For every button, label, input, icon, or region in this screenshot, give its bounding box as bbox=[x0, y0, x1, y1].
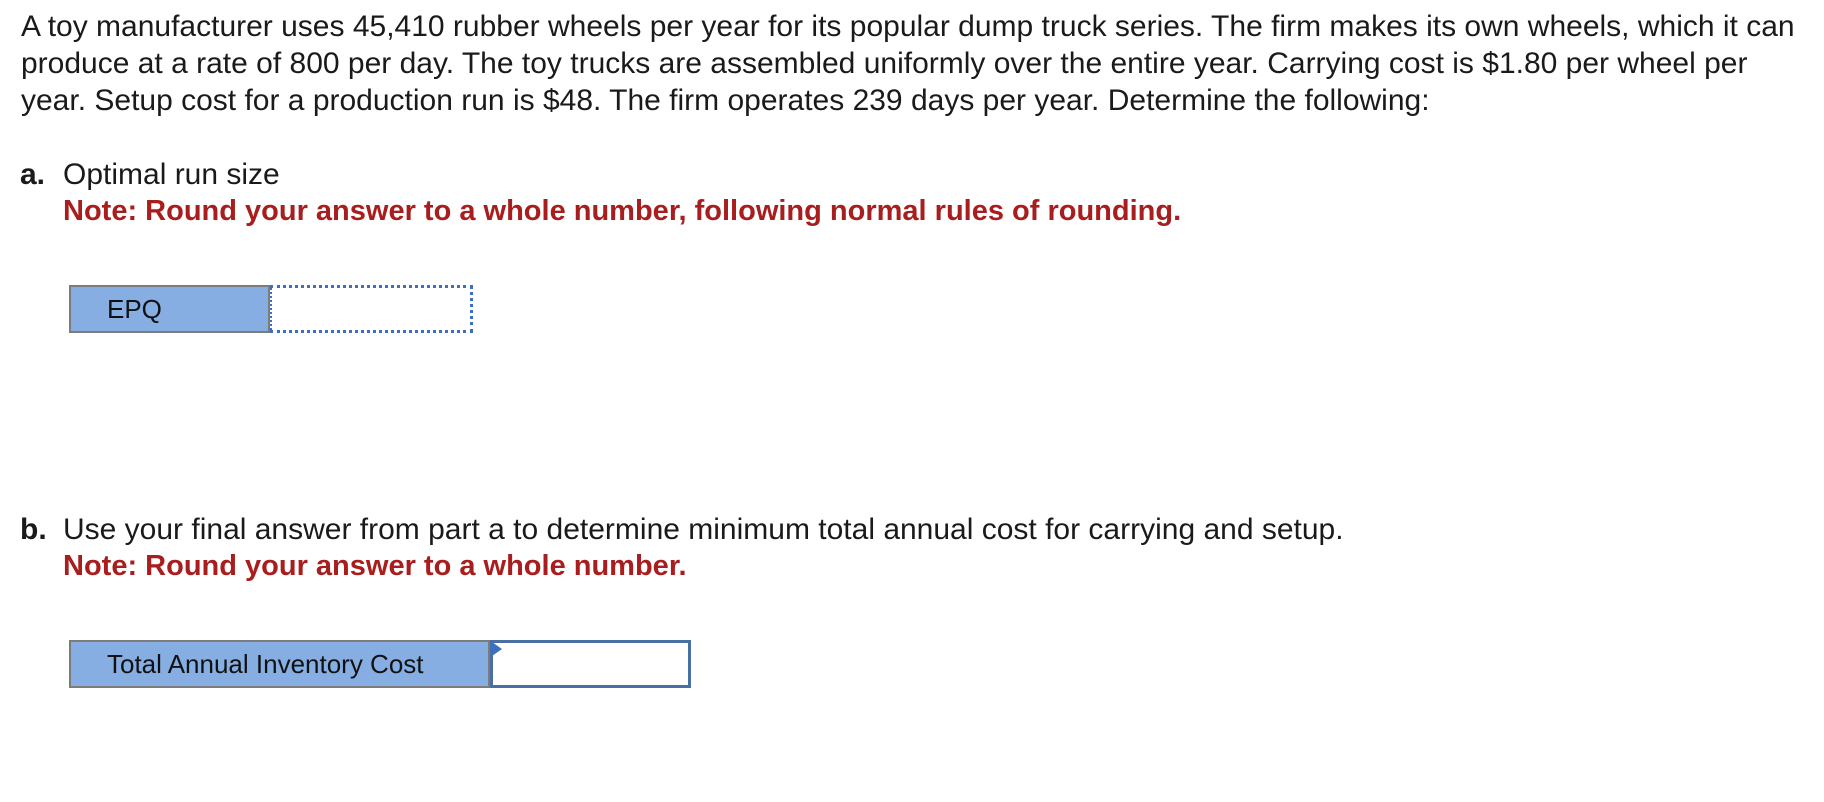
problem-statement: A toy manufacturer uses 45,410 rubber wheels per year for its popular dump truck series. The firm makes its own wheels, which it can produce at a rate of 800 per day. The toy trucks are assembled uniformly over the entire year. Carrying cost is $1.80 per wheel per year. Setup cost for a production run is $48. The firm operates 239 days per year. Determine the following: bbox=[21, 10, 1795, 117]
part-a-letter: a. bbox=[20, 158, 46, 191]
cell-marker-icon bbox=[492, 642, 502, 656]
total-annual-inventory-cost-cell bbox=[490, 640, 691, 688]
part-a-answer-row bbox=[69, 285, 473, 333]
part-b-question bbox=[20, 512, 1344, 548]
part-b-rounding-note: Note: Round your answer to a whole number. bbox=[63, 550, 687, 582]
part-a-question bbox=[20, 157, 280, 193]
part-b-question-text: Use your final answer from part a to determine minimum total annual cost for carrying and setup. bbox=[63, 513, 1344, 546]
total-annual-inventory-cost-label: Total Annual Inventory Cost bbox=[69, 640, 490, 688]
part-b-letter: b. bbox=[20, 513, 47, 546]
part-b-answer-row bbox=[69, 640, 691, 688]
total-annual-inventory-cost-input[interactable] bbox=[490, 640, 691, 688]
part-a-question-text: Optimal run size bbox=[63, 158, 280, 191]
epq-label: EPQ bbox=[69, 285, 270, 333]
epq-input[interactable] bbox=[270, 285, 473, 333]
part-a-rounding-note: Note: Round your answer to a whole number, following normal rules of rounding. bbox=[63, 195, 1182, 227]
